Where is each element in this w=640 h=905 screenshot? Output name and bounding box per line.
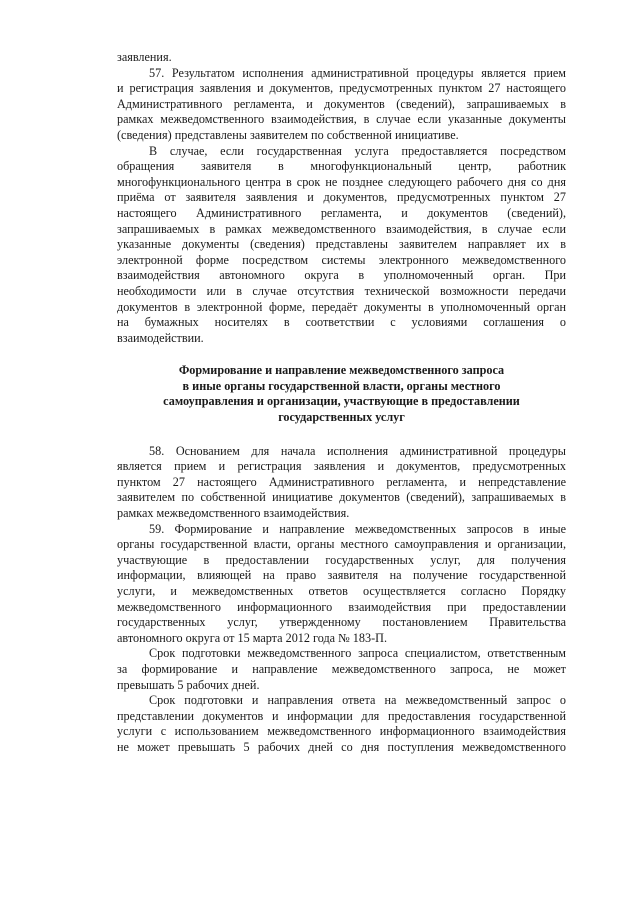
paragraph-term [117,646,566,693]
text-line: государственных услуг, утвержденному постановлением Правительства [117,615,566,630]
heading-line: в иные органы государственной власти, органы местного [182,378,501,393]
paragraph-mfc [117,144,566,347]
text-line: запрашиваемых в рамках межведомственного взаимодействия, в случае если [117,221,566,236]
text-line: автономного округа от 15 марта 2012 года № 183-П. [117,630,387,645]
heading-line: самоуправления и организации, участвующие в предоставлении [163,394,520,409]
text-line: В случае, если государственная услуга предоставляется посредством [149,143,566,158]
text-line: органы государственной власти, органы местного самоуправления и организации, [117,537,566,552]
heading-line: государственных услуг [278,410,405,425]
text-line: на бумажных носителях в соответствии с условиями соглашения о [117,315,566,330]
text-line: необходимости или в случае отсутствия технической возможности передачи [117,283,566,298]
text-line: многофункционального центра в срок не позднее следующего рабочего дня со дня [117,174,566,189]
text-line: и регистрация заявления и документов, предусмотренных пунктом 27 настоящего [117,81,566,96]
text-line: является прием и регистрация заявления и документов, предусмотренных [117,459,566,474]
text-line: Срок подготовки и направления ответа на межведомственный запрос о [149,693,566,708]
text-line: превышать 5 рабочих дней. [117,677,260,692]
text-line: межведомственного информационного взаимодействия при предоставлении [117,599,566,614]
text-line: участвующие в предоставлении государственных услуг, для получения [117,552,566,567]
text-line: представлении документов и информации для предоставления государственной [117,708,566,723]
heading-line: Формирование и направление межведомственного запроса [178,363,505,378]
paragraph-59 [117,522,566,647]
text-line: пунктом 27 настоящего Административного регламента, и непредставление [117,474,566,489]
document-page [117,50,566,756]
text-line: настоящего Административного регламента, и документов (сведений), [117,205,566,220]
text-line: Срок подготовки межведомственного запроса специалистом, ответственным [149,646,566,661]
text-line: обращения заявителя в многофункциональный центр, работник [117,159,566,174]
text-line: не может превышать 5 рабочих дней со дня поступления межведомственного [117,739,566,754]
text-line: 59. Формирование и направление межведомственных запросов в иные [149,521,566,536]
paragraph-57 [117,50,566,144]
text-line: 58. Основанием для начала исполнения административной процедуры [149,443,566,458]
text-line: услуги, и межведомственных ответов осуществляется согласно Порядку [117,584,566,598]
paragraph-58 [117,444,566,522]
text-line: приёма от заявителя заявления и документов, предусмотренных пунктом 27 [117,190,566,205]
text-line: информации, влияющей на право заявителя на получение государственной [117,568,566,583]
text-line: заявления. [117,50,172,64]
text-line: электронной форме посредством системы электронного межведомственного [117,252,566,267]
paragraph-answer [117,693,566,755]
text-line: за формирование и направление межведомственного запроса, не может [117,661,566,676]
text-line: указанные документы (сведения) представлены заявителем направляет их в [117,237,566,252]
text-line: взаимодействии. [117,330,204,345]
text-line: взаимодействия автономного округа в уполномоченный орган. При [117,268,566,283]
text-line: рамках межведомственного взаимодействия. [117,506,350,521]
text-line: Административного регламента, и документов (сведений), запрашиваемых в [117,96,566,111]
text-line: заявителем по собственной инициативе документов (сведений), запрашиваемых в [117,490,566,505]
text-line: услуги с использованием межведомственного информационного взаимодействия [117,724,566,739]
text-line: (сведения) представлены заявителем по собственной инициативе. [117,127,459,142]
text-line: документов в электронной форме, передаёт документы в уполномоченный орган [117,299,566,314]
text-line: рамках межведомственного взаимодействия, в случае если указанные документы [117,112,566,127]
section-heading [117,363,566,425]
text-line: 57. Результатом исполнения административной процедуры является прием [149,65,566,80]
